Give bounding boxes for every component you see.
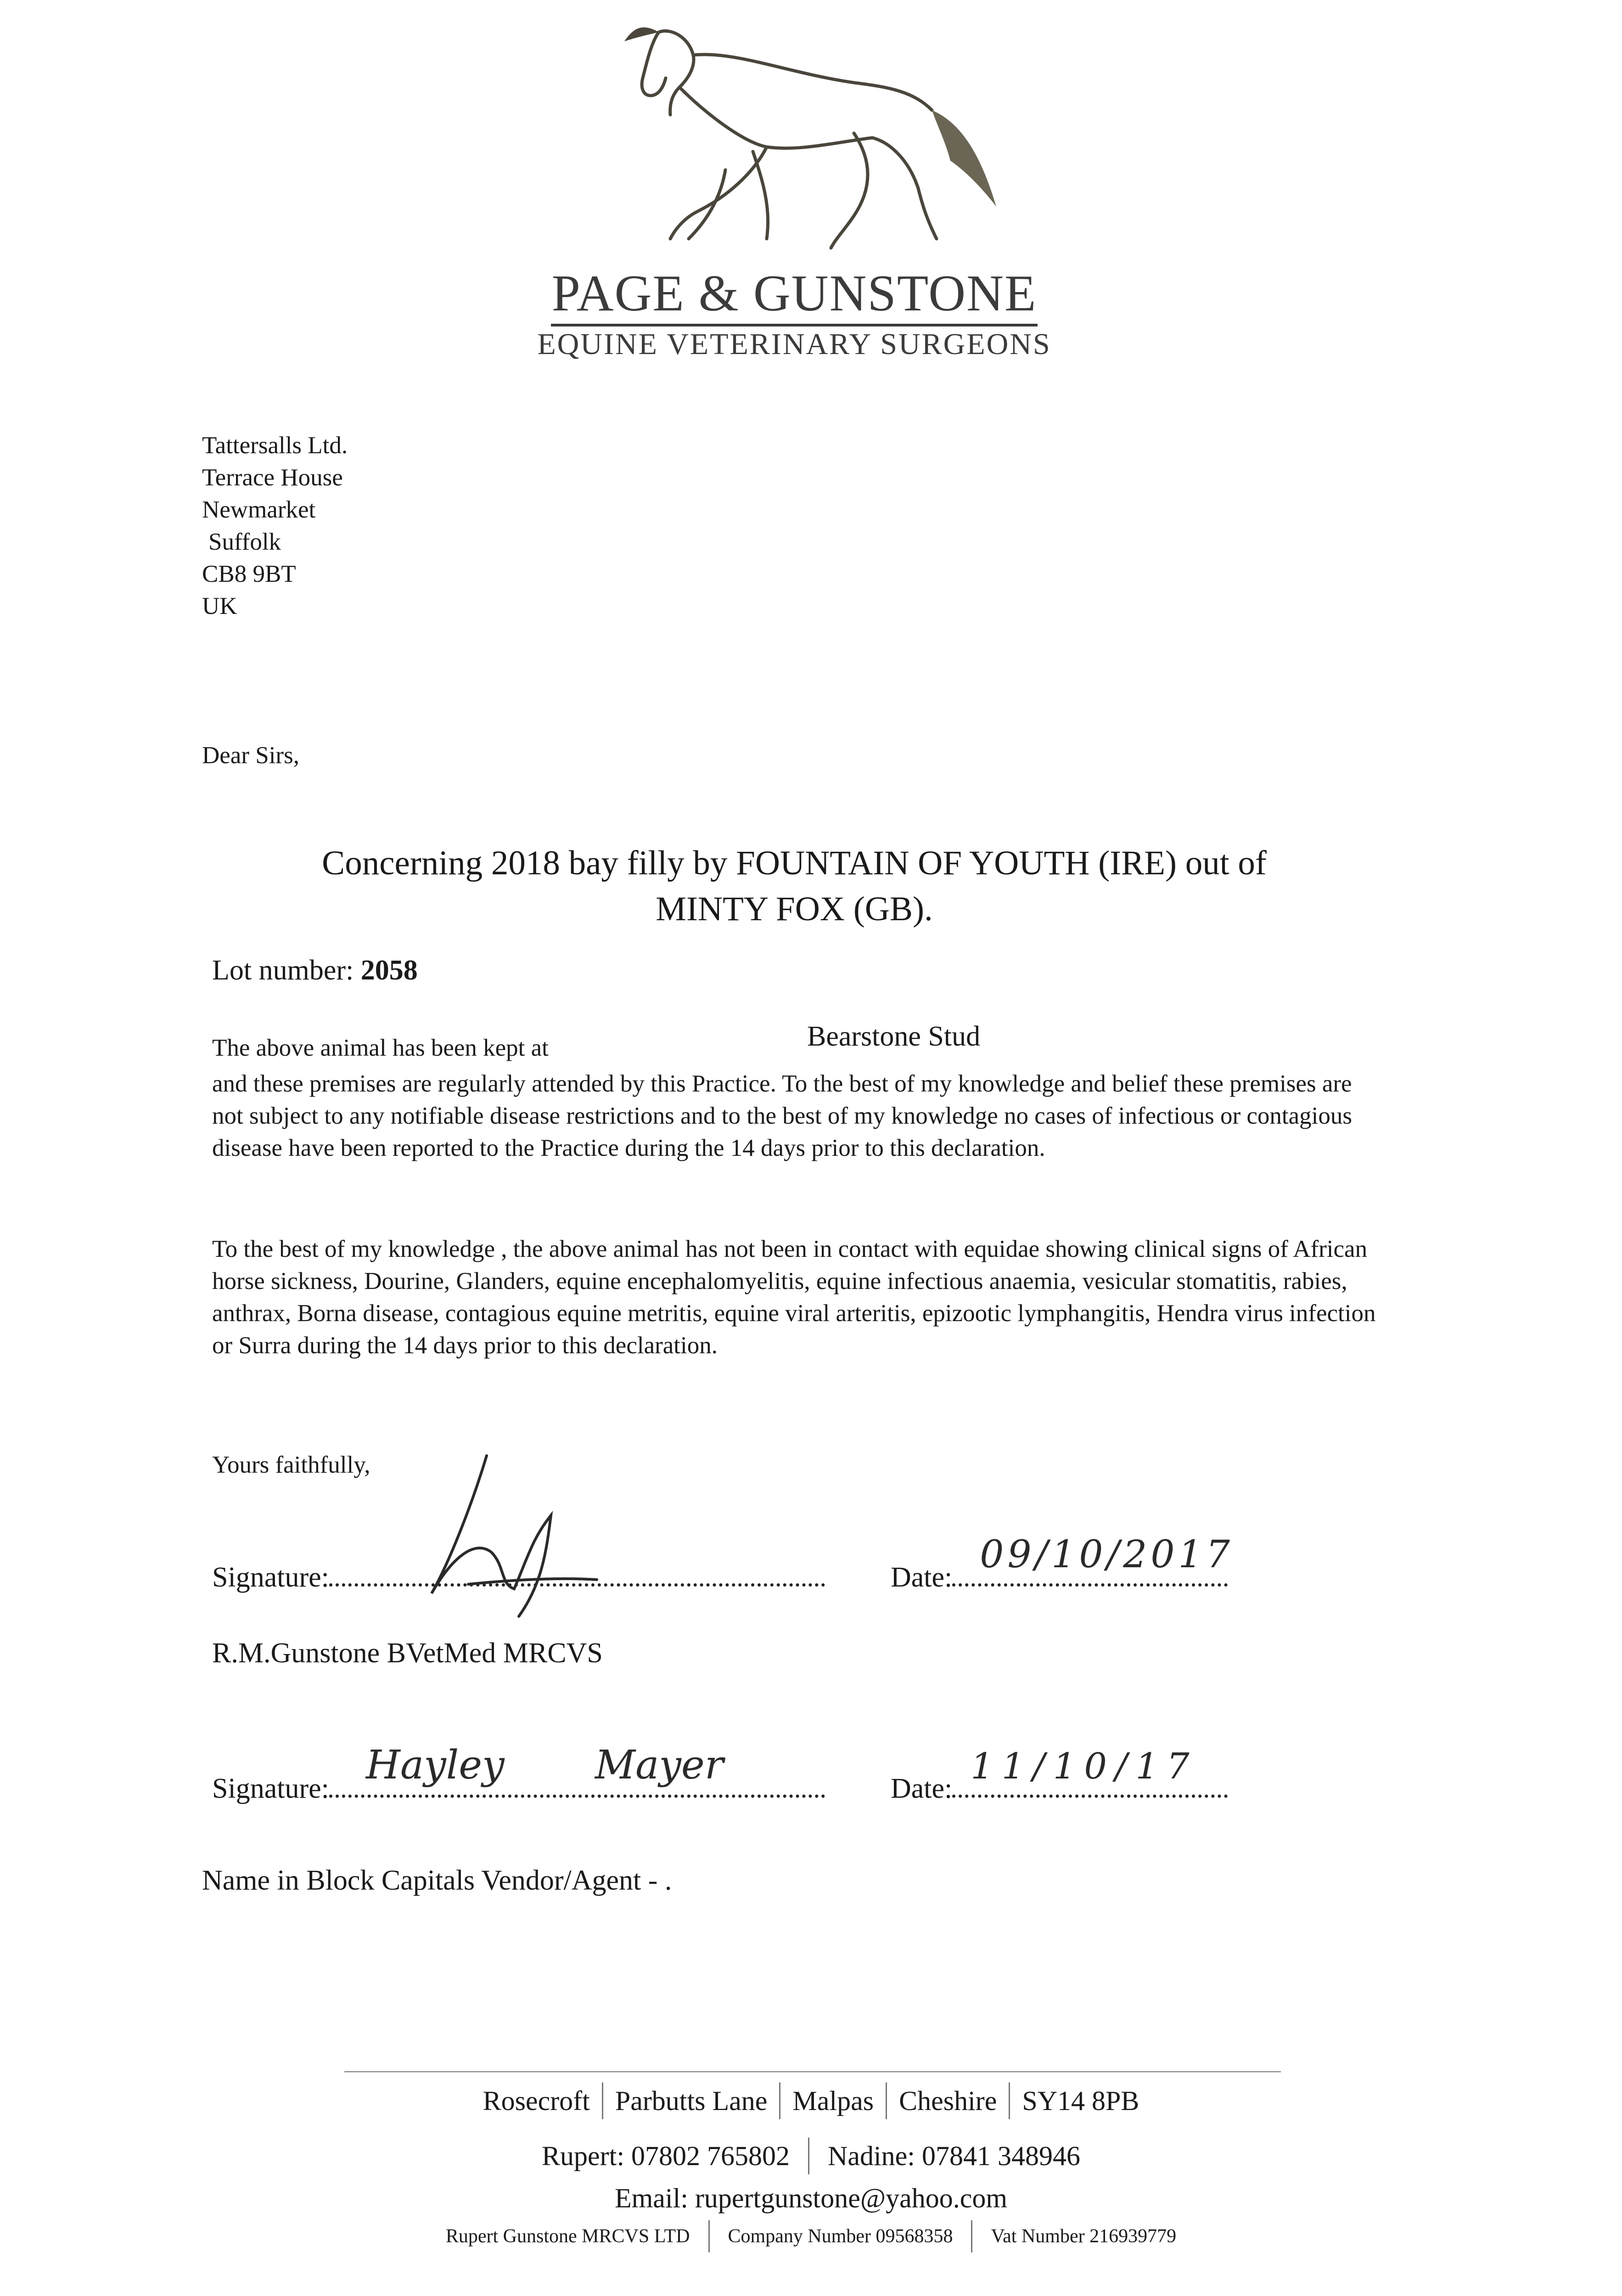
salutation: Dear Sirs,	[202, 742, 299, 769]
premises-value: Bearstone Stud	[807, 1021, 981, 1052]
lot-label: Lot number:	[212, 955, 354, 986]
vendor-signature-handwritten: Hayley Mayer	[365, 1742, 724, 1788]
lot-number	[212, 954, 418, 987]
footer-address-item: Malpas	[792, 2085, 874, 2116]
footer-address-item: Parbutts Lane	[615, 2085, 768, 2116]
footer-legal-item: Vat Number 216939779	[991, 2226, 1177, 2247]
address-line: Terrace House	[202, 464, 343, 491]
subject-line-2: MINTY FOX (GB).	[656, 890, 933, 928]
footer-legal-item: Rupert Gunstone MRCVS LTD	[445, 2226, 690, 2247]
vet-date-line	[891, 1533, 1234, 1594]
horse-icon	[615, 23, 1010, 271]
address-line: Newmarket	[202, 496, 316, 523]
subject	[138, 840, 1451, 932]
practice-tagline: EQUINE VETERINARY SURGEONS	[537, 327, 1051, 361]
vendor-date-line	[891, 1746, 1228, 1805]
date-dotted-line	[952, 1746, 1228, 1798]
declaration-paragraph-1: and these premises are regularly attended by this Practice. To the best of my knowledge and belief these premises are not subject to any notifiable disease restrictions and to the best of my knowledge no cases of infectious or contagious disease have been reported to the Practice during the 14 days prior to this declaration.	[212, 1070, 1353, 1161]
address-line: Suffolk	[208, 529, 281, 555]
vet-signature-mark	[413, 1446, 606, 1621]
date-dotted-line	[952, 1533, 1234, 1587]
footer-address-item: Rosecroft	[483, 2085, 590, 2116]
date-label: Date:	[891, 1562, 953, 1593]
premises-label: The above animal has been kept at	[212, 1035, 549, 1061]
subject-line-1: Concerning 2018 bay filly by FOUNTAIN OF YOUTH (IRE) out of	[322, 844, 1267, 882]
footer-legal-item: Company Number 09568358	[728, 2226, 953, 2247]
practice-name: PAGE & GUNSTONE	[551, 265, 1037, 322]
vendor-date-handwritten: 11/10/17	[971, 1746, 1198, 1787]
address-line: UK	[202, 593, 237, 619]
address-line: Tattersalls Ltd.	[202, 432, 348, 459]
vet-name: R.M.Gunstone BVetMed MRCVS	[212, 1638, 603, 1669]
lot-value: 2058	[360, 955, 418, 986]
footer-address-item: SY14 8PB	[1022, 2085, 1139, 2116]
footer-address	[138, 2080, 1484, 2122]
address-line: CB8 9BT	[202, 561, 296, 587]
vendor-signature-line	[212, 1742, 825, 1805]
letterhead-divider	[551, 324, 1038, 326]
footer-phone: Nadine: 07841 348946	[828, 2140, 1080, 2171]
recipient-address	[202, 429, 348, 622]
closing: Yours faithfully,	[212, 1452, 370, 1478]
footer-divider	[344, 2071, 1281, 2072]
signature-label: Signature:	[212, 1773, 329, 1804]
vet-date-handwritten: 09/10/2017	[980, 1533, 1234, 1576]
footer-phone: Rupert: 07802 765802	[542, 2140, 790, 2171]
footer-phones	[138, 2135, 1484, 2177]
footer-address-item: Cheshire	[899, 2085, 997, 2116]
footer-legal	[138, 2218, 1484, 2255]
declaration-paragraph-2: To the best of my knowledge , the above animal has not been in contact with equidae showing clinical signs of African horse sickness, Dourine, Glanders, equine encephalomyelitis, equine infectious anaemia, vesicular stomatitis, rabies, anthrax, Borna disease, contagious equine metritis, equine viral arteritis, epizootic lymphangitis, Hendra virus infection or Surra during the 14 days prior to this declaration.	[212, 1236, 1376, 1359]
block-capitals-label: Name in Block Capitals Vendor/Agent - .	[202, 1865, 672, 1896]
footer-email: Email: rupertgunstone@yahoo.com	[614, 2183, 1008, 2213]
date-label: Date:	[891, 1773, 953, 1804]
signature-label: Signature:	[212, 1562, 329, 1593]
signature-dotted-line	[329, 1742, 825, 1798]
